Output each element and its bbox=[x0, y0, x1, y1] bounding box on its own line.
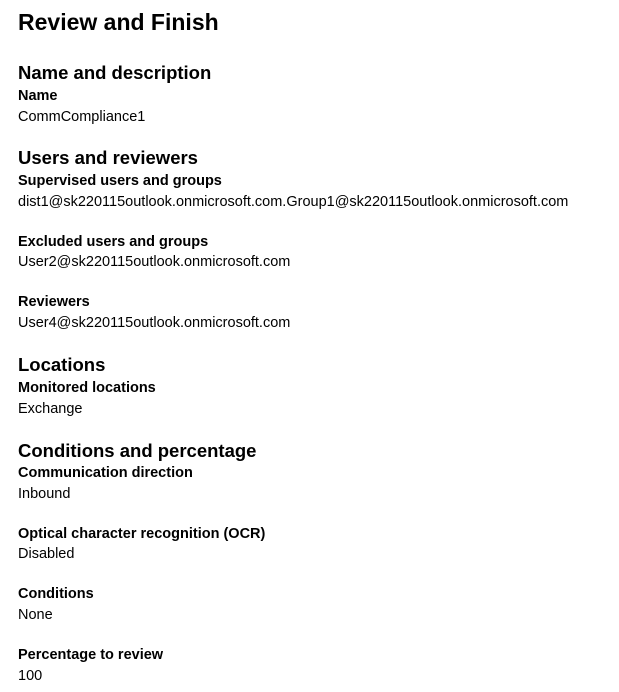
excluded-users-label: Excluded users and groups bbox=[18, 234, 209, 250]
conditions-value: None bbox=[18, 607, 53, 623]
ocr-value: Disabled bbox=[18, 546, 75, 562]
page-title: Review and Finish bbox=[18, 9, 219, 35]
section-title-name-and-description: Name and description bbox=[18, 62, 212, 83]
communication-direction-label: Communication direction bbox=[18, 465, 193, 481]
section-title-users-and-reviewers: Users and reviewers bbox=[18, 147, 198, 168]
name-value: CommCompliance1 bbox=[18, 109, 146, 125]
excluded-users-value: User2@sk220115outlook.onmicrosoft.com bbox=[18, 254, 291, 270]
monitored-locations-label: Monitored locations bbox=[18, 380, 156, 396]
communication-direction-value: Inbound bbox=[18, 486, 71, 502]
percentage-to-review-label: Percentage to review bbox=[18, 647, 164, 663]
section-title-locations: Locations bbox=[18, 354, 106, 375]
supervised-users-value: dist1@sk220115outlook.onmicrosoft.com.Group1@sk220115outlook.onmicrosoft.com bbox=[18, 194, 569, 210]
supervised-users-label: Supervised users and groups bbox=[18, 173, 222, 189]
reviewers-value: User4@sk220115outlook.onmicrosoft.com bbox=[18, 315, 291, 331]
reviewers-label: Reviewers bbox=[18, 294, 90, 310]
section-title-conditions-and-percentage: Conditions and percentage bbox=[18, 440, 257, 461]
name-label: Name bbox=[18, 88, 58, 104]
monitored-locations-value: Exchange bbox=[18, 401, 83, 417]
ocr-label: Optical character recognition (OCR) bbox=[18, 526, 266, 542]
percentage-to-review-value: 100 bbox=[18, 668, 43, 684]
conditions-label: Conditions bbox=[18, 586, 94, 602]
